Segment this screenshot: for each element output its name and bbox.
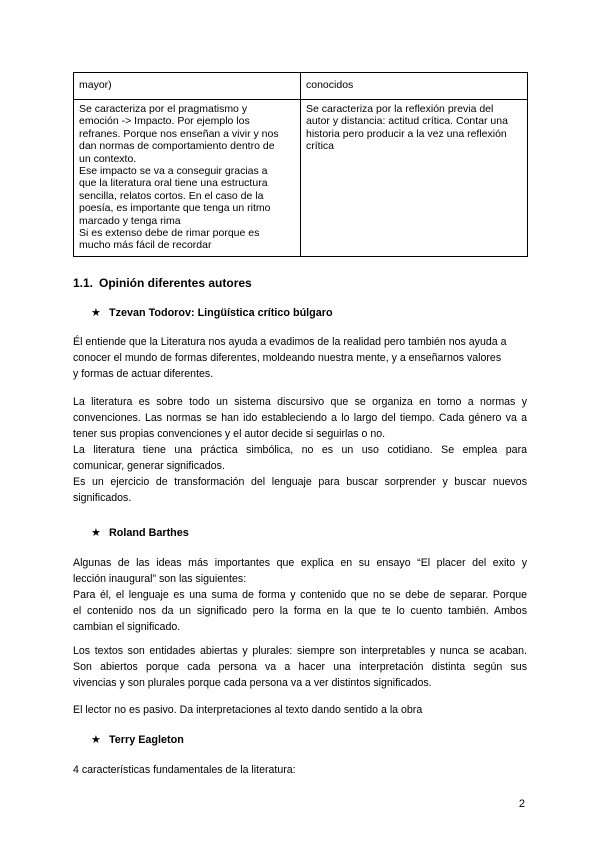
- text-line: Algunas de las ideas más importantes que explica en su ensayo “El placer del exito y: [73, 557, 527, 569]
- cell-line: autor y distancia: actitud crítica. Contar una: [306, 115, 508, 128]
- cell-line: marcado y tenga rima: [79, 214, 181, 227]
- cell-line: poesía, es importante que tenga un ritmo: [79, 202, 271, 215]
- author-name: Tzevan Todorov: Lingüística crítico búlgaro: [109, 307, 333, 319]
- table-body-row: [74, 100, 528, 257]
- cell-line: mucho más fácil de recordar: [79, 239, 212, 252]
- table-header-row: [74, 73, 528, 100]
- cell-line: refranes. Porque nos enseñan a vivir y nos: [79, 127, 279, 140]
- cell-line: dan normas de comportamiento dentro de: [79, 140, 275, 153]
- section-heading: [73, 276, 252, 290]
- text-line: Los textos son entidades abiertas y plurales: siempre son interpretables y nunca se acaban.: [73, 645, 527, 657]
- star-bullet-icon: ★: [91, 527, 101, 539]
- page-number: 2: [518, 798, 525, 810]
- text-line: el contenido nos da un significado pero la forma en la que te lo cuento también. Ambos: [73, 605, 527, 617]
- table-cell-written-literature: [301, 100, 528, 257]
- text-line: comunicar, generar significados.: [73, 460, 225, 472]
- text-line: El lector no es pasivo. Da interpretaciones al texto dando sentido a la obra: [73, 704, 423, 716]
- barthes-paragraph-3: [73, 702, 527, 718]
- eagleton-paragraph-1: [73, 762, 527, 778]
- author-heading-barthes: [91, 526, 189, 539]
- cell-line: Se caracteriza por la reflexión previa del: [306, 103, 494, 115]
- cell-line: historia pero producir a la vez una reflexión: [306, 127, 507, 140]
- text-line: La literatura es sobre todo un sistema discursivo que se organiza en torno a normas y: [73, 396, 527, 408]
- cell-line: emoción -> Impacto. Por ejemplo los: [79, 115, 250, 128]
- table-header-left: mayor): [74, 73, 301, 100]
- text-line: vivencias y son plurales porque cada persona va a ver distintos significados.: [73, 677, 432, 689]
- text-line: Son abiertos porque cada persona va a hacer una interpretación distinta según sus: [73, 661, 527, 673]
- barthes-paragraph-2: [73, 643, 527, 691]
- text-line: Para él, el lenguaje es una suma de forma y contenido que no se debe de separar. Porque: [73, 589, 527, 601]
- cell-line: Si es extenso debe de rimar porque es: [79, 227, 260, 240]
- table-cell-oral-literature: [74, 100, 301, 257]
- author-name: Roland Barthes: [109, 527, 189, 539]
- text-line: Él entiende que la Literatura nos ayuda a evadimos de la realidad pero también nos ayuda a: [73, 336, 507, 348]
- text-line: La literatura tiene una práctica simbólica, no es un uso cotidiano. Se emplea para: [73, 444, 527, 456]
- text-line: conocer el mundo de formas diferentes, moldeando nuestra mente, y a enseñarnos valores: [73, 352, 502, 364]
- todorov-paragraph-2: [73, 394, 527, 506]
- text-line: Es un ejercicio de transformación del lenguaje para buscar sorprender y buscar nuevos: [73, 476, 527, 488]
- cell-line: crítica: [306, 140, 335, 153]
- author-heading-todorov: [91, 306, 333, 319]
- text-line: convenciones. Las normas se han ido estableciendo a lo largo del tiempo. Cada género va a: [73, 412, 527, 424]
- text-line: significados.: [73, 492, 132, 504]
- text-line: 4 características fundamentales de la literatura:: [73, 764, 296, 776]
- table-header-right: conocidos: [301, 73, 528, 100]
- author-name: Terry Eagleton: [109, 734, 184, 746]
- section-title: Opinión diferentes autores: [99, 276, 252, 290]
- section-number: 1.1.: [73, 276, 94, 290]
- cell-line: sencilla, relatos cortos. En el caso de la: [79, 189, 264, 202]
- cell-line: un contexto.: [79, 152, 137, 165]
- text-line: tener sus propias convenciones y el autor decide si seguirlas o no.: [73, 428, 386, 440]
- comparison-table: [73, 72, 528, 257]
- barthes-paragraph-1: [73, 555, 527, 635]
- cell-line: Ese impacto se va a conseguir gracias a: [79, 165, 268, 178]
- text-line: y formas de actuar diferentes.: [73, 368, 214, 380]
- text-line: lección inaugural” son las siguientes:: [73, 573, 247, 585]
- text-line: cambian el significado.: [73, 621, 181, 633]
- author-heading-eagleton: [91, 733, 184, 746]
- cell-line: que la literatura oral tiene una estructura: [79, 177, 268, 190]
- star-bullet-icon: ★: [91, 734, 101, 746]
- todorov-paragraph-1: [73, 334, 527, 382]
- star-bullet-icon: ★: [91, 307, 101, 319]
- cell-line: Se caracteriza por el pragmatismo y: [79, 103, 248, 115]
